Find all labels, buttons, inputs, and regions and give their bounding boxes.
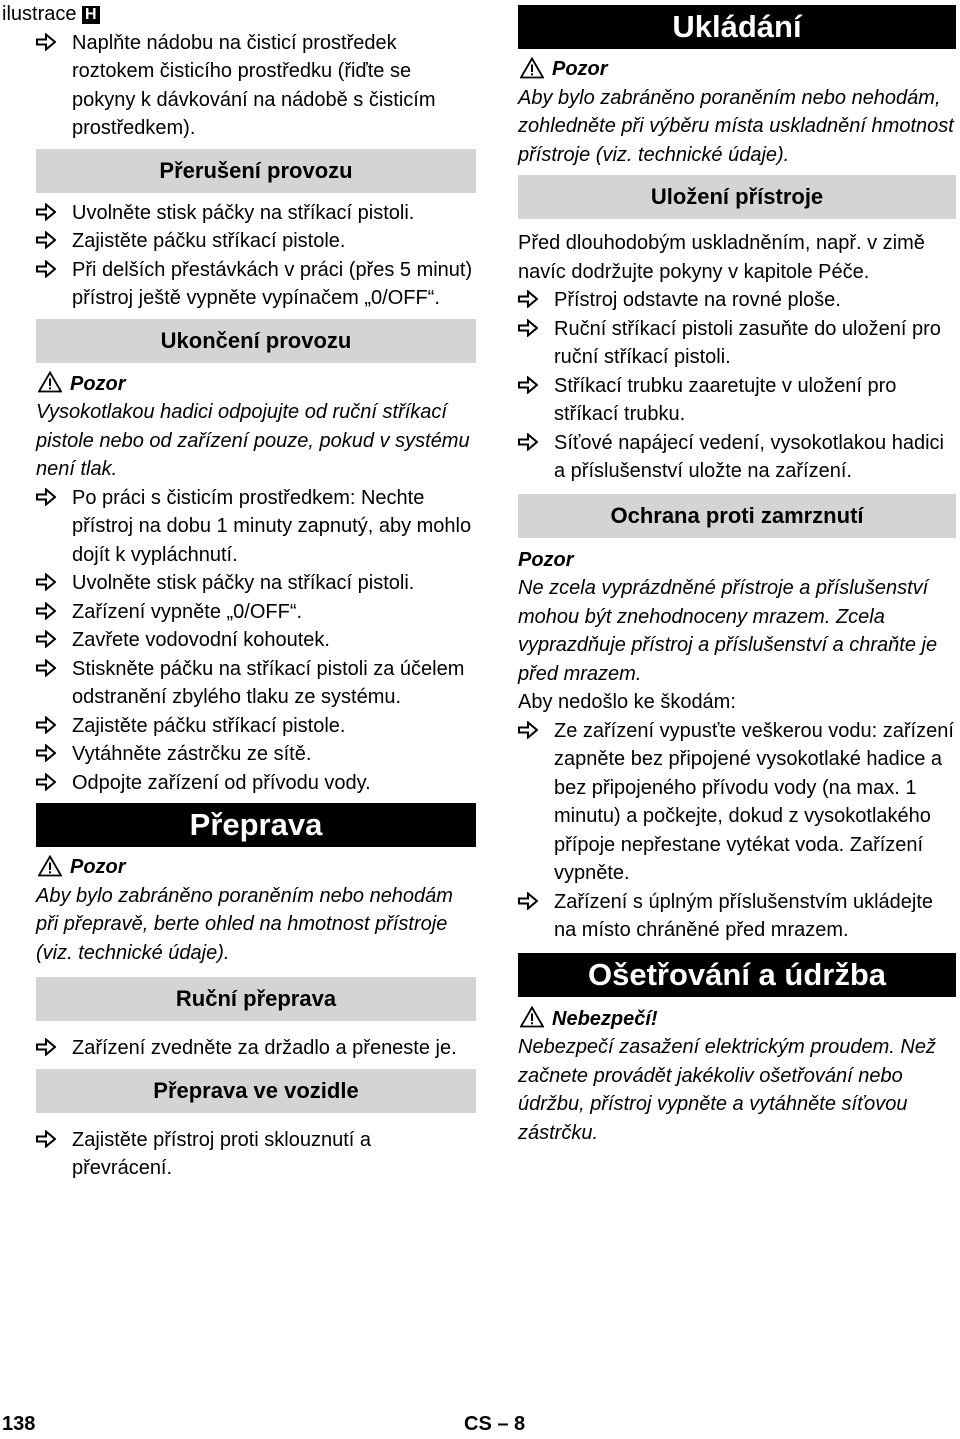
list-item: Zavřete vodovodní kohoutek. <box>36 626 476 655</box>
intro-bullet: Naplňte nádobu na čisticí prostředek roztokem čisticího prostředku (řiďte se pokyny k dávkování na nádobě s čisticím prostředkem). <box>36 29 476 143</box>
list-item: Ze zařízení vypusťte veškerou vodu: zařízení zapněte bez připojené vysokotlaké hadice a bez připojeného přívodu vody (na max. 1 minutu) a počkejte, dokud z vysokotlakého přípoje nepřestane vytékat voda. Zařízení vypněte. <box>518 717 956 888</box>
end-operation-list <box>36 484 476 798</box>
page-number: 138 <box>2 1413 36 1435</box>
arrow-right-icon <box>36 256 64 285</box>
arrow-right-icon <box>36 199 64 228</box>
arrow-right-icon <box>36 1034 64 1063</box>
arrow-right-icon <box>36 769 64 798</box>
device-storage-intro: Před dlouhodobým uskladněním, např. v zimě navíc dodržujte pokyny v kapitole Péče. <box>518 232 925 283</box>
arrow-right-icon <box>36 484 64 513</box>
frost-list <box>518 717 956 945</box>
transport-warning-text: Aby bylo zabráněno poraněním nebo nehodám při přepravě, berte ohled na hmotnost přístroje (viz. technické údaje). <box>36 884 453 964</box>
arrow-right-icon <box>36 29 64 58</box>
interrupt-heading: Přerušení provozu <box>36 149 476 193</box>
list-item: Uvolněte stisk páčky na stříkací pistoli. <box>36 569 476 598</box>
arrow-right-icon <box>36 569 64 598</box>
right-column <box>518 0 956 1147</box>
intro-line: ilustrace H <box>2 0 476 29</box>
storage-warning-heading: Pozor <box>518 55 956 84</box>
arrow-right-icon <box>36 655 64 684</box>
list-item: Zařízení zvedněte za držadlo a přeneste je. <box>36 1034 476 1063</box>
list-item: Uvolněte stisk páčky na stříkací pistoli. <box>36 199 476 228</box>
arrow-right-icon <box>518 315 546 344</box>
manual-transport-heading: Ruční přeprava <box>36 977 476 1021</box>
list-item: Stiskněte páčku na stříkací pistoli za účelem odstranění zbylého tlaku ze systému. <box>36 655 476 712</box>
care-danger-text: Nebezpečí zasažení elektrickým proudem. Než začnete provádět jakékoliv ošetřování nebo údržbu, přístroj vypněte a vytáhněte síťovou zástrčku. <box>518 1036 936 1144</box>
end-operation-heading: Ukončení provozu <box>36 319 476 363</box>
list-item: Zajistěte přístroj proti sklouznutí a převrácení. <box>36 1126 476 1183</box>
care-danger-heading: Nebezpečí! <box>518 1005 956 1034</box>
interrupt-list <box>36 199 476 313</box>
frost-warning-heading: Pozor <box>518 548 574 571</box>
list-item: Po práci s čisticím prostředkem: Nechte přístroj na dobu 1 minuty zapnutý, aby mohlo dojít k vypláchnutí. <box>36 484 476 570</box>
end-warning-text: Vysokotlakou hadici odpojujte od ruční stříkací pistole nebo od zařízení pouze, pokud v systému není tlak. <box>36 401 470 480</box>
transport-heading: Přeprava <box>36 803 476 847</box>
arrow-right-icon <box>36 626 64 655</box>
warning-triangle-icon <box>38 855 62 877</box>
warning-triangle-icon <box>520 57 544 79</box>
arrow-right-icon <box>36 227 64 256</box>
left-column <box>2 0 476 1183</box>
arrow-right-icon <box>36 712 64 741</box>
list-item: Zajistěte páčku stříkací pistole. <box>36 712 476 741</box>
list-item: Stříkací trubku zaaretujte v uložení pro stříkací trubku. <box>518 372 956 429</box>
transport-warning-heading: Pozor <box>36 853 476 882</box>
device-storage-list <box>518 286 956 486</box>
care-maintenance-heading: Ošetřování a údržba <box>518 953 956 997</box>
warning-triangle-icon <box>38 371 62 393</box>
storage-heading: Ukládání <box>518 5 956 49</box>
storage-warning-text: Aby bylo zabráněno poraněním nebo nehodám, zohledněte při výběru místa uskladnění hmotnost přístroje (viz. technické údaje). <box>518 86 954 166</box>
illustration-badge: H <box>82 6 100 24</box>
list-item: Přístroj odstavte na rovné ploše. <box>518 286 956 315</box>
list-item: Zařízení vypněte „0/OFF“. <box>36 598 476 627</box>
warning-triangle-icon <box>520 1006 544 1028</box>
list-item: Ruční stříkací pistoli zasuňte do uložení pro ruční stříkací pistoli. <box>518 315 956 372</box>
arrow-right-icon <box>36 598 64 627</box>
arrow-right-icon <box>518 286 546 315</box>
arrow-right-icon <box>518 372 546 401</box>
list-item: Zajistěte páčku stříkací pistole. <box>36 227 476 256</box>
arrow-right-icon <box>518 888 546 917</box>
list-item: Odpojte zařízení od přívodu vody. <box>36 769 476 798</box>
device-storage-heading: Uložení přístroje <box>518 175 956 219</box>
frost-protection-heading: Ochrana proti zamrznutí <box>518 494 956 538</box>
arrow-right-icon <box>36 1126 64 1155</box>
list-item: Vytáhněte zástrčku ze sítě. <box>36 740 476 769</box>
end-warning-heading: Pozor <box>36 370 476 399</box>
language-page-label: CS – 8 <box>464 1413 526 1435</box>
list-item: Zařízení s úplným příslušenstvím ukládejte na místo chráněné před mrazem. <box>518 888 956 945</box>
arrow-right-icon <box>518 429 546 458</box>
arrow-right-icon <box>518 717 546 746</box>
frost-warning-text: Ne zcela vyprázdněné přístroje a příslušenství mohou být znehodnoceny mrazem. Zcela vyprazdňuje přístroj a příslušenství a chraňte je před mrazem. <box>518 577 938 685</box>
frost-intro: Aby nedošlo ke škodám: <box>518 691 736 713</box>
list-item: Síťové napájecí vedení, vysokotlakou hadici a příslušenství uložte na zařízení. <box>518 429 956 486</box>
list-item: Při delších přestávkách v práci (přes 5 minut) přístroj ještě vypněte vypínačem „0/OFF“. <box>36 256 476 313</box>
vehicle-transport-heading: Přeprava ve vozidle <box>36 1069 476 1113</box>
arrow-right-icon <box>36 740 64 769</box>
